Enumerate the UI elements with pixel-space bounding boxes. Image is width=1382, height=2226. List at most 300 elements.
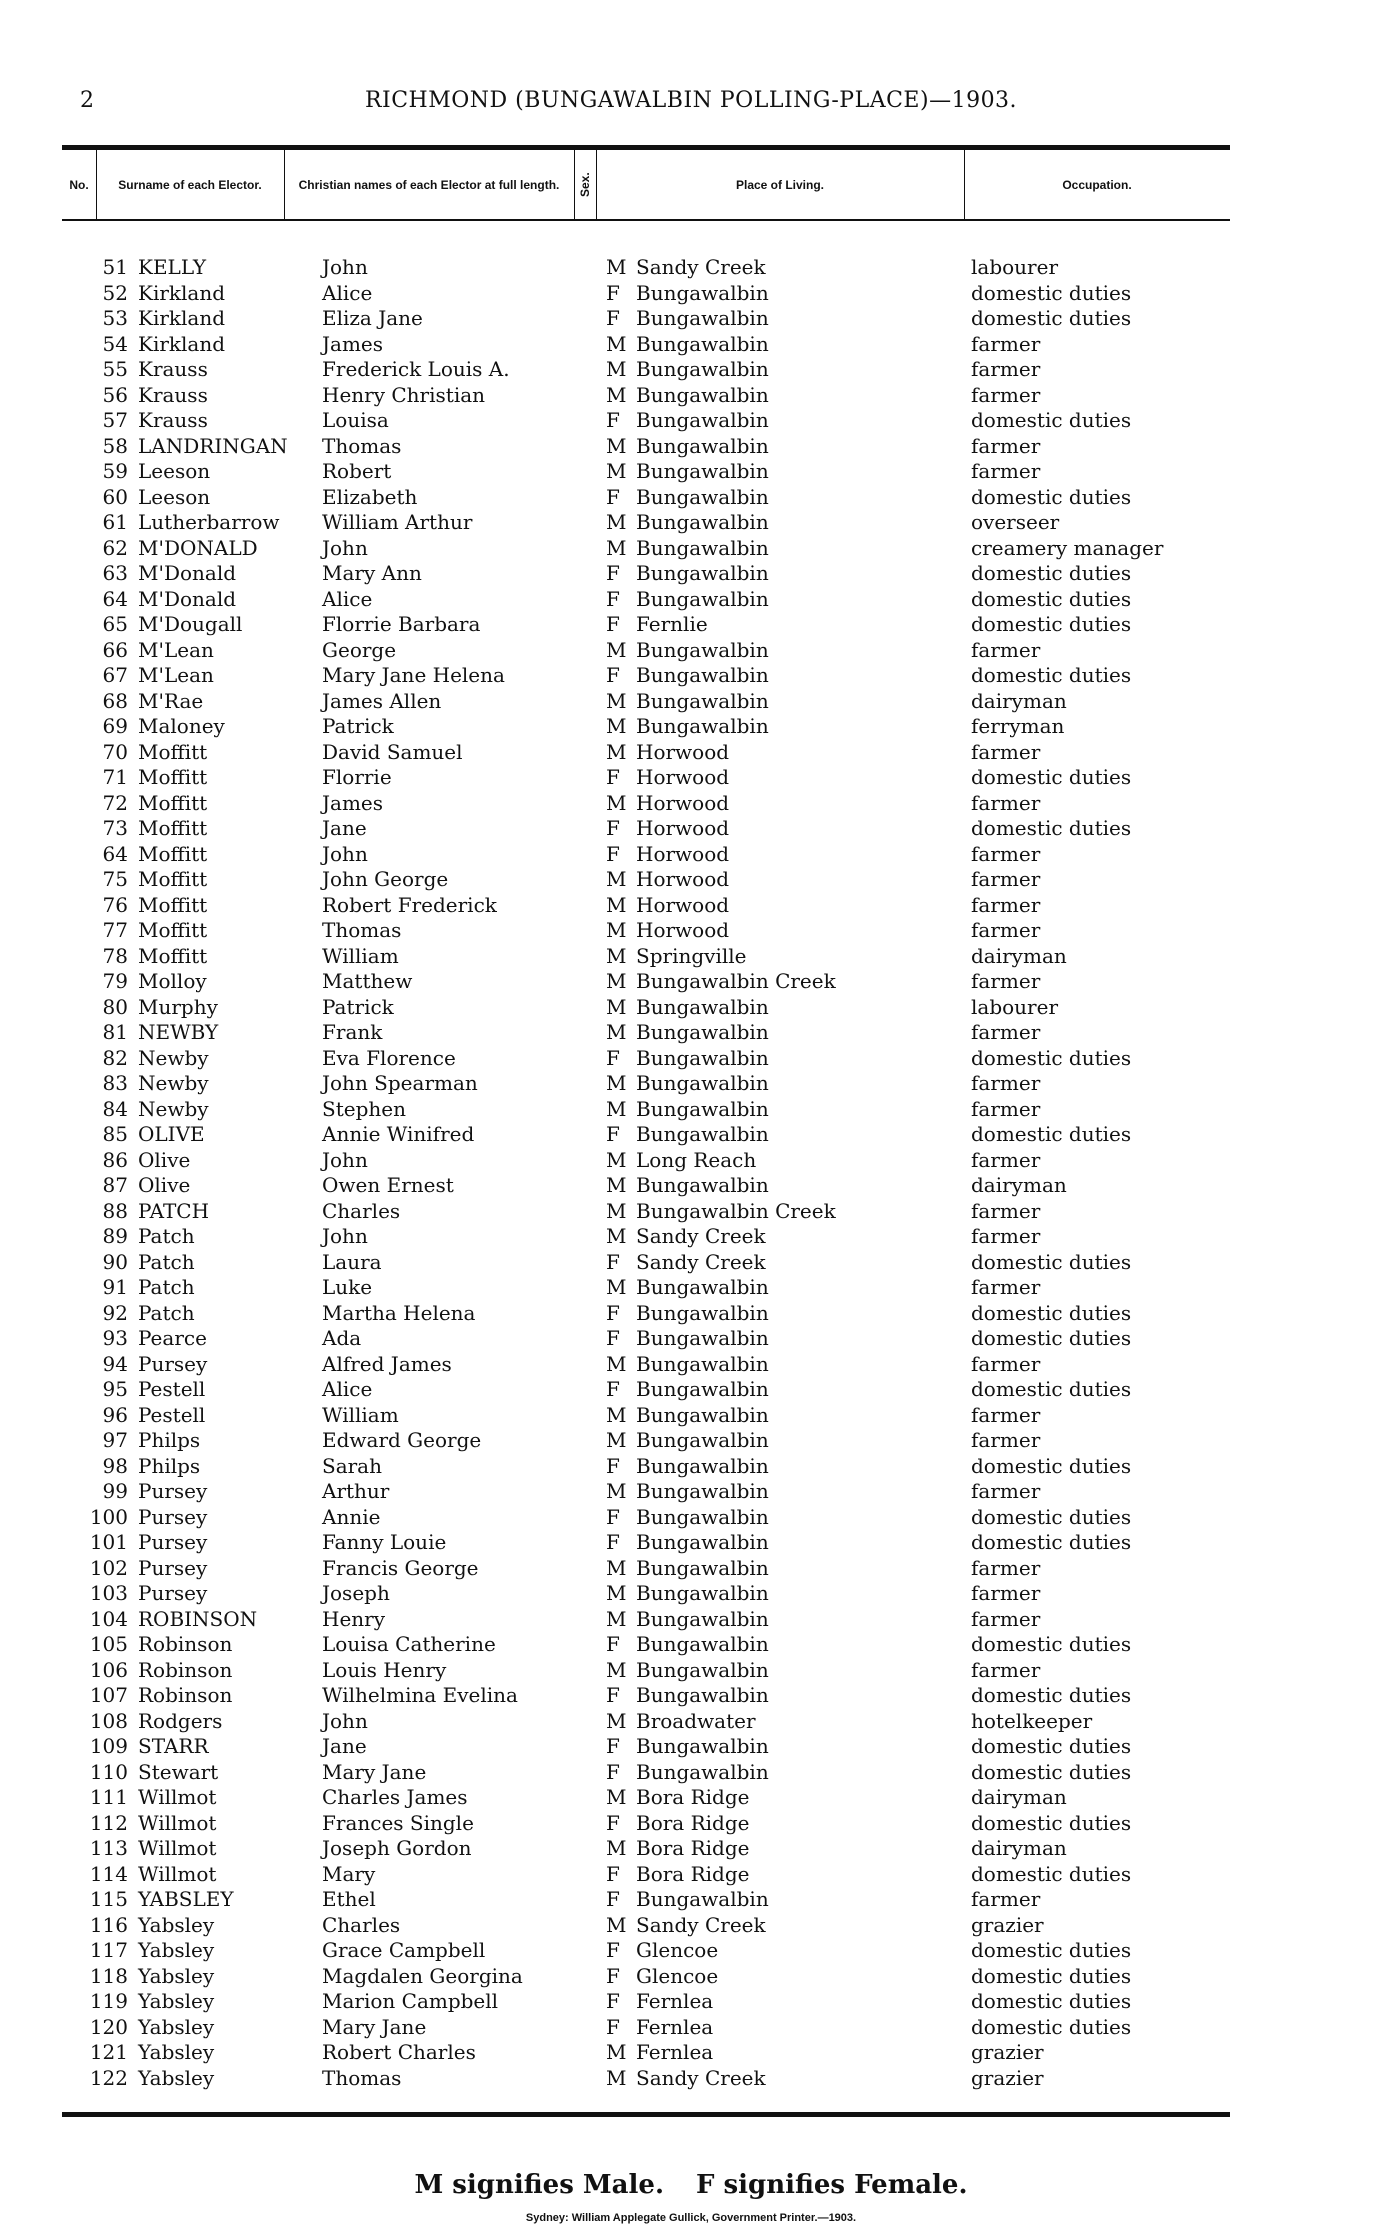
elector-place: Bungawalbin: [636, 1300, 769, 1325]
elector-sex: M: [606, 739, 627, 764]
elector-occupation: domestic duties: [971, 1759, 1132, 1784]
page-number: 2: [80, 88, 94, 113]
elector-surname: Moffitt: [138, 841, 208, 866]
elector-surname: Olive: [138, 1173, 191, 1197]
elector-surname: Patch: [138, 1224, 195, 1248]
elector-place: Bungawalbin: [636, 688, 769, 713]
column-divider: [284, 150, 285, 220]
elector-place: Bungawalbin: [636, 433, 769, 458]
elector-christian-names: Mary: [322, 1861, 376, 1886]
elector-christian-names: Florrie: [322, 765, 392, 789]
elector-place: Bungawalbin: [636, 1530, 769, 1554]
elector-occupation: domestic duties: [971, 1963, 1132, 1988]
elector-sex: M: [606, 535, 627, 560]
elector-occupation: farmer: [971, 892, 1041, 917]
legend-male: M signifies Male.: [414, 2170, 664, 2200]
elector-christian-names: Florrie Barbara: [322, 612, 481, 636]
table-row: [0, 1377, 1382, 1403]
elector-sex: M: [606, 510, 627, 534]
elector-occupation: domestic duties: [971, 1249, 1132, 1274]
elector-surname: Pursey: [138, 1530, 208, 1554]
elector-surname: Moffitt: [138, 943, 208, 968]
column-headers: [62, 150, 1230, 220]
elector-surname: Pestell: [138, 1402, 206, 1427]
elector-surname: Robinson: [138, 1683, 233, 1707]
elector-surname: Willmot: [138, 1785, 217, 1809]
elector-surname: Newby: [138, 1045, 209, 1070]
table-row: [0, 1275, 1382, 1301]
elector-occupation: dairyman: [971, 688, 1067, 713]
elector-sex: F: [606, 1938, 620, 1962]
table-row: [0, 2015, 1382, 2041]
sex-legend: [0, 2170, 1382, 2200]
elector-place: Bora Ridge: [636, 1836, 750, 1860]
table-row: [0, 1479, 1382, 1505]
table-row: [0, 1862, 1382, 1888]
elector-number: 111: [89, 1785, 128, 1809]
table-row: [0, 791, 1382, 817]
elector-occupation: farmer: [971, 1224, 1041, 1248]
elector-christian-names: Charles James: [322, 1785, 468, 1809]
elector-occupation: farmer: [971, 1606, 1041, 1631]
elector-occupation: farmer: [971, 1428, 1041, 1452]
table-row: [0, 638, 1382, 664]
elector-christian-names: Mary Ann: [322, 561, 422, 585]
table-row: [0, 842, 1382, 868]
table-row: [0, 536, 1382, 562]
elector-occupation: domestic duties: [971, 1989, 1132, 2013]
elector-surname: M'Lean: [138, 663, 214, 687]
elector-surname: Patch: [138, 1300, 195, 1325]
table-row: [0, 1607, 1382, 1633]
elector-surname: M'Lean: [138, 637, 214, 662]
table-row: [0, 995, 1382, 1021]
elector-occupation: farmer: [971, 637, 1041, 662]
elector-christian-names: Patrick: [322, 994, 394, 1019]
elector-occupation: ferryman: [971, 714, 1065, 738]
elector-number: 56: [102, 382, 128, 407]
elector-occupation: farmer: [971, 433, 1041, 458]
elector-surname: Pursey: [138, 1351, 208, 1376]
elector-sex: M: [606, 637, 627, 662]
table-row: [0, 1811, 1382, 1837]
elector-surname: Krauss: [138, 382, 208, 407]
table-row: [0, 1454, 1382, 1480]
elector-number: 53: [102, 306, 128, 330]
elector-sex: F: [606, 1504, 620, 1529]
elector-place: Glencoe: [636, 1963, 719, 1988]
table-row: [0, 332, 1382, 358]
elector-occupation: domestic duties: [971, 586, 1132, 611]
elector-surname: LANDRINGAN: [138, 433, 288, 458]
elector-number: 71: [102, 765, 128, 789]
elector-number: 82: [102, 1045, 128, 1070]
elector-occupation: domestic duties: [971, 1453, 1132, 1478]
elector-surname: Murphy: [138, 994, 218, 1019]
elector-sex: M: [606, 969, 627, 993]
elector-number: 73: [102, 816, 128, 840]
elector-occupation: farmer: [971, 790, 1041, 815]
elector-christian-names: Robert Charles: [322, 2040, 476, 2064]
elector-christian-names: Stephen: [322, 1096, 406, 1121]
elector-occupation: domestic duties: [971, 561, 1132, 585]
elector-surname: Robinson: [138, 1632, 233, 1656]
elector-christian-names: Robert: [322, 459, 392, 483]
elector-number: 66: [102, 637, 128, 662]
elector-sex: M: [606, 790, 627, 815]
elector-place: Bungawalbin Creek: [636, 1198, 836, 1223]
elector-sex: M: [606, 892, 627, 917]
elector-surname: Kirkland: [138, 280, 226, 305]
elector-sex: F: [606, 1249, 620, 1274]
elector-place: Bungawalbin: [636, 586, 769, 611]
elector-christian-names: Louisa Catherine: [322, 1632, 496, 1656]
elector-occupation: farmer: [971, 739, 1041, 764]
elector-place: Bungawalbin: [636, 459, 769, 483]
elector-number: 114: [89, 1861, 128, 1886]
elector-christian-names: Alice: [322, 1377, 373, 1401]
elector-place: Bungawalbin: [636, 1887, 769, 1911]
elector-number: 115: [89, 1887, 128, 1911]
elector-number: 78: [102, 943, 128, 968]
elector-place: Bungawalbin: [636, 535, 769, 560]
elector-number: 97: [102, 1428, 128, 1452]
elector-place: Sandy Creek: [636, 1249, 766, 1274]
elector-surname: M'Rae: [138, 688, 204, 713]
footer-rule: [62, 2112, 1230, 2117]
table-row: [0, 1658, 1382, 1684]
elector-christian-names: Matthew: [322, 969, 413, 993]
elector-sex: M: [606, 1096, 627, 1121]
elector-number: 65: [102, 612, 128, 636]
elector-christian-names: Charles: [322, 1198, 401, 1223]
elector-occupation: domestic duties: [971, 1938, 1132, 1962]
elector-christian-names: Frederick Louis A.: [322, 357, 510, 381]
elector-sex: F: [606, 1632, 620, 1656]
table-row: [0, 1352, 1382, 1378]
elector-surname: Kirkland: [138, 306, 226, 330]
elector-christian-names: John: [322, 1224, 368, 1248]
elector-number: 122: [89, 2065, 128, 2090]
elector-christian-names: John Spearman: [322, 1071, 478, 1095]
table-row: [0, 944, 1382, 970]
elector-place: Bungawalbin: [636, 408, 769, 432]
printer-imprint: Sydney: William Applegate Gullick, Government Printer.—1903.: [525, 2212, 857, 2224]
elector-surname: Molloy: [138, 969, 207, 993]
elector-place: Bungawalbin: [636, 1020, 769, 1044]
column-divider: [596, 150, 597, 220]
elector-number: 92: [102, 1300, 128, 1325]
elector-place: Sandy Creek: [636, 2065, 766, 2090]
elector-place: Bungawalbin: [636, 357, 769, 381]
elector-sex: M: [606, 1912, 627, 1937]
elector-christian-names: James Allen: [322, 688, 442, 713]
elector-christian-names: George: [322, 637, 397, 662]
elector-number: 60: [102, 484, 128, 509]
elector-occupation: farmer: [971, 1020, 1041, 1044]
elector-surname: Pursey: [138, 1504, 208, 1529]
elector-surname: Leeson: [138, 484, 211, 509]
elector-sex: M: [606, 2040, 627, 2064]
elector-occupation: domestic duties: [971, 612, 1132, 636]
elector-place: Bungawalbin: [636, 280, 769, 305]
elector-christian-names: Alice: [322, 586, 373, 611]
elector-surname: Leeson: [138, 459, 211, 483]
elector-place: Fernlea: [636, 2040, 714, 2064]
elector-christian-names: Louis Henry: [322, 1657, 447, 1682]
elector-number: 117: [89, 1938, 128, 1962]
elector-number: 52: [102, 280, 128, 305]
elector-surname: Willmot: [138, 1810, 217, 1835]
elector-sex: F: [606, 1887, 620, 1911]
elector-sex: M: [606, 1428, 627, 1452]
table-row: [0, 1020, 1382, 1046]
elector-surname: Pursey: [138, 1479, 208, 1503]
elector-place: Bungawalbin: [636, 1606, 769, 1631]
elector-occupation: farmer: [971, 1581, 1041, 1605]
elector-place: Bora Ridge: [636, 1861, 750, 1886]
col-header-christian: Christian names of each Elector at full length.: [298, 178, 560, 192]
elector-christian-names: Elizabeth: [322, 484, 418, 509]
elector-place: Bungawalbin: [636, 1657, 769, 1682]
elector-place: Bungawalbin: [636, 306, 769, 330]
elector-sex: F: [606, 1734, 620, 1758]
elector-place: Sandy Creek: [636, 1224, 766, 1248]
elector-number: 110: [89, 1759, 128, 1784]
table-row: [0, 306, 1382, 332]
elector-occupation: domestic duties: [971, 1734, 1132, 1758]
table-row: [0, 1224, 1382, 1250]
elector-surname: STARR: [138, 1734, 209, 1758]
elector-number: 63: [102, 561, 128, 585]
elector-surname: Newby: [138, 1071, 209, 1095]
table-row: [0, 893, 1382, 919]
elector-occupation: domestic duties: [971, 1861, 1132, 1886]
elector-place: Bungawalbin: [636, 714, 769, 738]
elector-number: 121: [89, 2040, 128, 2064]
elector-number: 101: [89, 1530, 128, 1554]
table-row: [0, 816, 1382, 842]
elector-number: 87: [102, 1173, 128, 1197]
elector-christian-names: James: [322, 790, 384, 815]
elector-number: 93: [102, 1326, 128, 1350]
table-row: [0, 2040, 1382, 2066]
elector-surname: Krauss: [138, 408, 208, 432]
elector-surname: Stewart: [138, 1759, 219, 1784]
elector-christian-names: Annie Winifred: [322, 1122, 475, 1146]
elector-number: 106: [89, 1657, 128, 1682]
elector-occupation: farmer: [971, 382, 1041, 407]
elector-christian-names: Laura: [322, 1249, 382, 1274]
elector-place: Bungawalbin: [636, 510, 769, 534]
elector-surname: OLIVE: [138, 1122, 205, 1146]
elector-place: Bungawalbin Creek: [636, 969, 836, 993]
col-header-occupation: Occupation.: [1062, 178, 1132, 192]
elector-number: 58: [102, 433, 128, 458]
elector-sex: F: [606, 1045, 620, 1070]
elector-number: 99: [102, 1479, 128, 1503]
elector-place: Broadwater: [636, 1708, 756, 1733]
elector-sex: F: [606, 1810, 620, 1835]
elector-sex: M: [606, 382, 627, 407]
elector-sex: M: [606, 357, 627, 381]
elector-place: Bungawalbin: [636, 1632, 769, 1656]
elector-christian-names: Thomas: [322, 433, 402, 458]
elector-occupation: farmer: [971, 1147, 1041, 1172]
elector-christian-names: Joseph: [322, 1581, 390, 1605]
elector-sex: M: [606, 867, 627, 891]
table-row: [0, 1530, 1382, 1556]
elector-place: Bungawalbin: [636, 1504, 769, 1529]
elector-sex: M: [606, 1275, 627, 1299]
table-row: [0, 1785, 1382, 1811]
elector-occupation: farmer: [971, 331, 1041, 356]
elector-number: 104: [89, 1606, 128, 1631]
elector-christian-names: Louisa: [322, 408, 389, 432]
page-title: RICHMOND (BUNGAWALBIN POLLING-PLACE)—1903.: [364, 88, 1018, 113]
elector-christian-names: Thomas: [322, 918, 402, 942]
elector-place: Horwood: [636, 841, 730, 866]
elector-place: Bungawalbin: [636, 382, 769, 407]
elector-sex: M: [606, 2065, 627, 2090]
elector-occupation: hotelkeeper: [971, 1708, 1093, 1733]
elector-place: Bungawalbin: [636, 1759, 769, 1784]
elector-occupation: farmer: [971, 1887, 1041, 1911]
elector-number: 79: [102, 969, 128, 993]
table-row: [0, 1989, 1382, 2015]
elector-occupation: domestic duties: [971, 1045, 1132, 1070]
table-row: [0, 765, 1382, 791]
elector-sex: M: [606, 1836, 627, 1860]
elector-place: Bungawalbin: [636, 1275, 769, 1299]
table-row: [0, 1071, 1382, 1097]
elector-number: 54: [102, 331, 128, 356]
table-row: [0, 740, 1382, 766]
elector-place: Horwood: [636, 867, 730, 891]
elector-number: 67: [102, 663, 128, 687]
elector-occupation: farmer: [971, 969, 1041, 993]
elector-number: 83: [102, 1071, 128, 1095]
elector-number: 100: [89, 1504, 128, 1529]
elector-surname: M'Donald: [138, 586, 237, 611]
elector-sex: F: [606, 1963, 620, 1988]
elector-christian-names: Sarah: [322, 1453, 382, 1478]
col-header-no: No.: [69, 178, 89, 192]
elector-sex: M: [606, 1785, 627, 1809]
elector-christian-names: Luke: [322, 1275, 373, 1299]
column-divider: [96, 150, 97, 220]
elector-sex: M: [606, 331, 627, 356]
elector-sex: M: [606, 255, 627, 279]
table-row: [0, 459, 1382, 485]
elector-christian-names: Fanny Louie: [322, 1530, 447, 1554]
table-row: [0, 1097, 1382, 1123]
elector-surname: Robinson: [138, 1657, 233, 1682]
elector-surname: Moffitt: [138, 892, 208, 917]
elector-christian-names: Annie: [322, 1504, 381, 1529]
table-row: [0, 689, 1382, 715]
elector-occupation: domestic duties: [971, 1300, 1132, 1325]
elector-surname: Patch: [138, 1249, 195, 1274]
elector-place: Bungawalbin: [636, 1479, 769, 1503]
elector-occupation: grazier: [971, 2040, 1044, 2064]
elector-number: 51: [102, 255, 128, 279]
elector-christian-names: Henry Christian: [322, 382, 486, 407]
elector-christian-names: Owen Ernest: [322, 1173, 454, 1197]
elector-surname: NEWBY: [138, 1020, 219, 1044]
elector-surname: Pursey: [138, 1555, 208, 1580]
elector-place: Bungawalbin: [636, 1581, 769, 1605]
elector-sex: F: [606, 612, 620, 636]
elector-christian-names: John George: [322, 867, 449, 891]
elector-sex: M: [606, 1555, 627, 1580]
table-row: [0, 663, 1382, 689]
table-row: [0, 485, 1382, 511]
elector-place: Bungawalbin: [636, 484, 769, 509]
elector-occupation: domestic duties: [971, 816, 1132, 840]
elector-number: 76: [102, 892, 128, 917]
elector-place: Bungawalbin: [636, 1122, 769, 1146]
elector-number: 69: [102, 714, 128, 738]
elector-occupation: domestic duties: [971, 1377, 1132, 1401]
elector-number: 90: [102, 1249, 128, 1274]
elector-place: Bungawalbin: [636, 1402, 769, 1427]
table-row: [0, 1326, 1382, 1352]
elector-sex: F: [606, 1300, 620, 1325]
elector-occupation: farmer: [971, 918, 1041, 942]
elector-sex: M: [606, 1351, 627, 1376]
elector-number: 86: [102, 1147, 128, 1172]
elector-place: Bungawalbin: [636, 1071, 769, 1095]
elector-number: 91: [102, 1275, 128, 1299]
elector-number: 116: [89, 1912, 128, 1937]
elector-number: 85: [102, 1122, 128, 1146]
elector-christian-names: Jane: [322, 816, 367, 840]
elector-occupation: farmer: [971, 1198, 1041, 1223]
elector-place: Horwood: [636, 790, 730, 815]
elector-christian-names: Charles: [322, 1912, 401, 1937]
elector-christian-names: Eva Florence: [322, 1045, 456, 1070]
elector-surname: YABSLEY: [138, 1887, 234, 1911]
table-row: [0, 969, 1382, 995]
elector-number: 61: [102, 510, 128, 534]
elector-sex: M: [606, 943, 627, 968]
elector-sex: M: [606, 1657, 627, 1682]
table-row: [0, 408, 1382, 434]
elector-occupation: farmer: [971, 1657, 1041, 1682]
elector-occupation: farmer: [971, 459, 1041, 483]
elector-surname: M'Dougall: [138, 612, 243, 636]
elector-christian-names: Mary Jane: [322, 2014, 427, 2039]
elector-christian-names: John: [322, 255, 368, 279]
table-row: [0, 1428, 1382, 1454]
elector-sex: M: [606, 433, 627, 458]
elector-christian-names: Alfred James: [322, 1351, 452, 1376]
elector-place: Bungawalbin: [636, 1453, 769, 1478]
table-row: [0, 1122, 1382, 1148]
elector-place: Bungawalbin: [636, 561, 769, 585]
elector-place: Bungawalbin: [636, 1326, 769, 1350]
elector-sex: F: [606, 1989, 620, 2013]
elector-occupation: farmer: [971, 1479, 1041, 1503]
elector-christian-names: Martha Helena: [322, 1300, 476, 1325]
elector-number: 62: [102, 535, 128, 560]
elector-occupation: labourer: [971, 994, 1059, 1019]
elector-surname: Olive: [138, 1147, 191, 1172]
elector-surname: Patch: [138, 1275, 195, 1299]
elector-occupation: domestic duties: [971, 1504, 1132, 1529]
col-header-sex: Sex.: [578, 172, 592, 198]
